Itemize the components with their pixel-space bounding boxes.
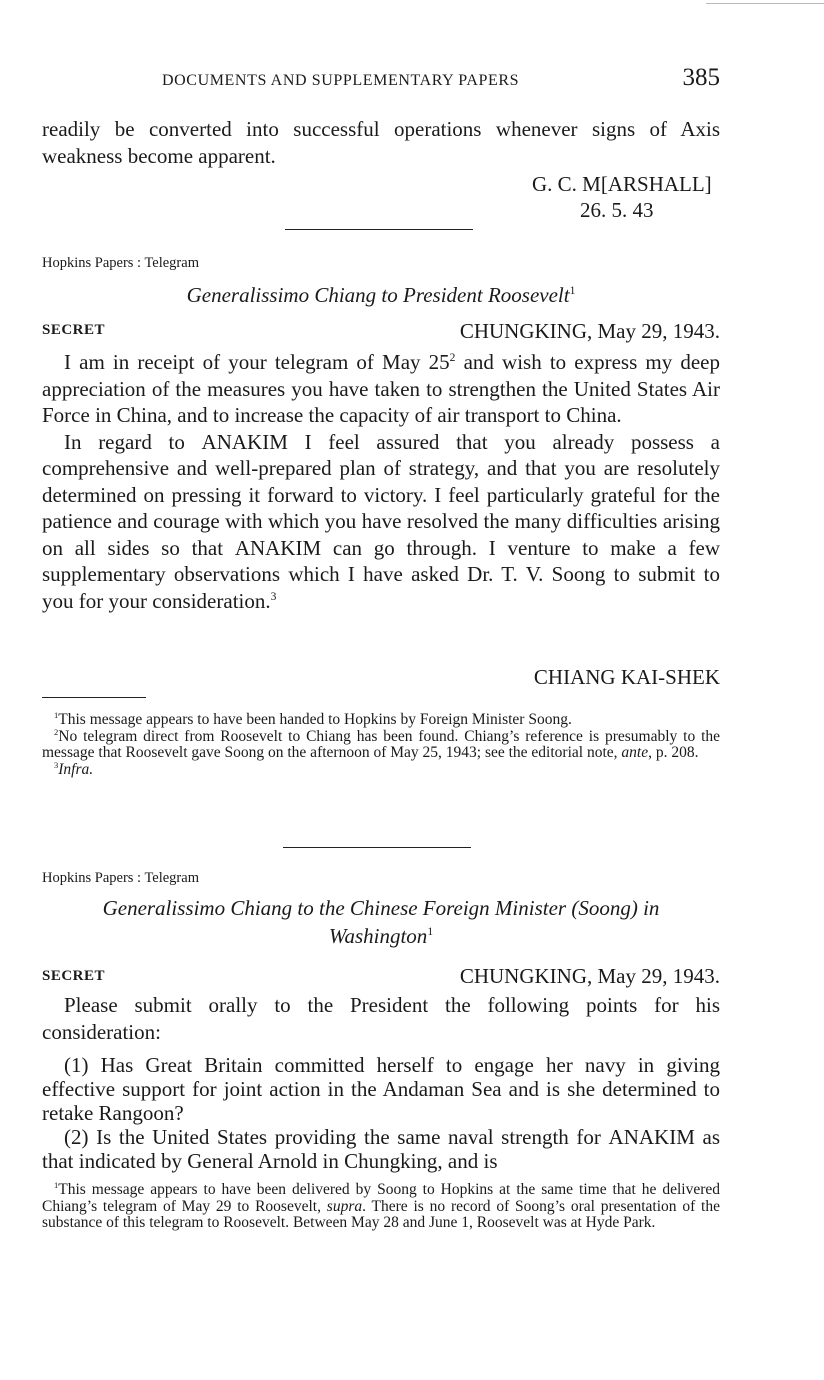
footnote-doc2-1-number: 1 bbox=[54, 1179, 59, 1190]
doc2-intro: Please submit orally to the President the following points for his consideration: bbox=[42, 993, 720, 1044]
continuation-text bbox=[42, 116, 720, 169]
doc1-p1-b: and wish to express my deep appreciation of the measures you have taken to strengthen the United States Air Force in China, and to increase the capacity of air transport to China. bbox=[42, 350, 720, 427]
doc1-p2-c: can go through. I venture to make a few supplementary observations which I have asked Dr. T. V. Soong to submit to you for your consideration. bbox=[42, 535, 721, 613]
page-number: 385 bbox=[682, 64, 720, 91]
doc1-codename-1: ANAKIM bbox=[201, 429, 288, 454]
footnote-2-text: No telegram direct from Roosevelt to Chiang has been found. Chiang’s reference is presumably to the message that Roosevelt gave Soong on the afternoon of May 25, 1943; see the editorial note, bbox=[42, 727, 720, 761]
doc1-date: May 29, 1943. bbox=[597, 319, 720, 343]
doc1-paragraph-1 bbox=[42, 349, 720, 429]
doc2-title-footnote-ref: 1 bbox=[427, 926, 434, 938]
footnote-doc2-1-text: This message appears to have been delivered by Soong to Hopkins at the same time that he delivered Chiang’s telegram of May 29 to Roosevelt, bbox=[42, 1181, 720, 1215]
doc1-place: CHUNGKING bbox=[459, 319, 587, 343]
doc2-point-2 bbox=[42, 1125, 720, 1173]
doc1-source: Hopkins Papers : Telegram bbox=[42, 255, 199, 271]
running-header bbox=[42, 64, 720, 100]
doc1-body bbox=[42, 349, 720, 614]
section-divider-2 bbox=[283, 847, 471, 848]
doc2-source: Hopkins Papers : Telegram bbox=[42, 870, 199, 886]
doc1-footnote-ref-3: 3 bbox=[270, 590, 277, 603]
doc1-dateline: CHUNGKING, May 29, 1943. bbox=[459, 319, 720, 343]
doc1-p1-a: I am in receipt of your telegram of May 25 bbox=[64, 350, 450, 374]
marshall-date: 26. 5. 43 bbox=[580, 198, 654, 222]
footnote-doc2-1-italic: supra bbox=[326, 1197, 363, 1215]
footnote-2-italic: ante bbox=[621, 744, 649, 761]
footnote-1 bbox=[42, 709, 720, 729]
doc1-p2-b: I feel assured that you already possess a comprehensive and well-prepared plan of strategy, and that you are resolutely determined on pressing it forward to victory. I feel particularly grateful for the patience and courage with which you have resolved the many difficulties arising on all sides so that bbox=[42, 429, 720, 560]
doc2-body bbox=[42, 992, 720, 1173]
doc2-classification: SECRET bbox=[42, 968, 106, 984]
doc2-title bbox=[42, 894, 720, 950]
footnote-3 bbox=[42, 759, 720, 779]
doc2-point-1: (1) Has Great Britain committed herself to engage her navy in giving effective support for joint action in the Andaman Sea and is she determined to retake Rangoon? bbox=[42, 1053, 720, 1125]
doc2-p2-b: as that indicated by General Arnold in Chungking, and is bbox=[42, 1125, 720, 1173]
footnote-2-number: 2 bbox=[54, 726, 59, 737]
doc1-p2-a: In regard to bbox=[64, 429, 202, 454]
doc1-title bbox=[42, 281, 720, 309]
footnote-2 bbox=[42, 726, 720, 762]
footnotes-1 bbox=[42, 709, 720, 778]
footnote-3-number: 3 bbox=[54, 759, 59, 770]
doc2-dateline: CHUNGKING, May 29, 1943. bbox=[459, 964, 720, 988]
footnote-3-text: Infra. bbox=[58, 760, 94, 778]
doc2-date: May 29, 1943. bbox=[597, 964, 720, 988]
footnote-doc2-1 bbox=[42, 1179, 720, 1232]
section-divider bbox=[285, 229, 473, 230]
doc2-title-text: Generalissimo Chiang to the Chinese Foreign Minister (Soong) in Washington bbox=[102, 896, 660, 948]
marshall-signature: G. C. M[ARSHALL] bbox=[532, 172, 712, 196]
scan-edge-line bbox=[706, 3, 824, 4]
continuation-paragraph: readily be converted into successful operations whenever signs of Axis weakness become apparent. bbox=[42, 117, 720, 168]
doc1-classification: SECRET bbox=[42, 322, 106, 338]
doc1-paragraph-2 bbox=[42, 429, 720, 615]
chiang-signature: CHIANG KAI-SHEK bbox=[533, 665, 720, 689]
footnote-doc2-1-tail: . There is no record of Soong’s oral presentation of the substance of this telegram to Roosevelt. Between May 28 and June 1, Roosevelt was at Hyde Park. bbox=[42, 1197, 720, 1231]
doc1-codename-2: ANAKIM bbox=[234, 535, 322, 560]
doc2-place: CHUNGKING bbox=[459, 964, 587, 988]
doc1-footnote-ref-2: 2 bbox=[449, 352, 456, 364]
footnote-rule-1 bbox=[42, 697, 146, 698]
footnote-1-number: 1 bbox=[54, 709, 59, 720]
doc1-title-footnote-ref: 1 bbox=[569, 285, 576, 297]
footnote-2-tail: , p. 208. bbox=[648, 744, 699, 761]
footnote-1-text: This message appears to have been handed to Hopkins by Foreign Minister Soong. bbox=[58, 711, 572, 728]
footnotes-2 bbox=[42, 1179, 720, 1232]
doc1-title-text: Generalissimo Chiang to President Roosevelt bbox=[186, 283, 570, 307]
doc2-p2-a: (2) Is the United States providing the same naval strength for bbox=[64, 1125, 609, 1149]
running-title: DOCUMENTS AND SUPPLEMENTARY PAPERS bbox=[162, 72, 520, 89]
doc2-codename: ANAKIM bbox=[608, 1125, 695, 1149]
